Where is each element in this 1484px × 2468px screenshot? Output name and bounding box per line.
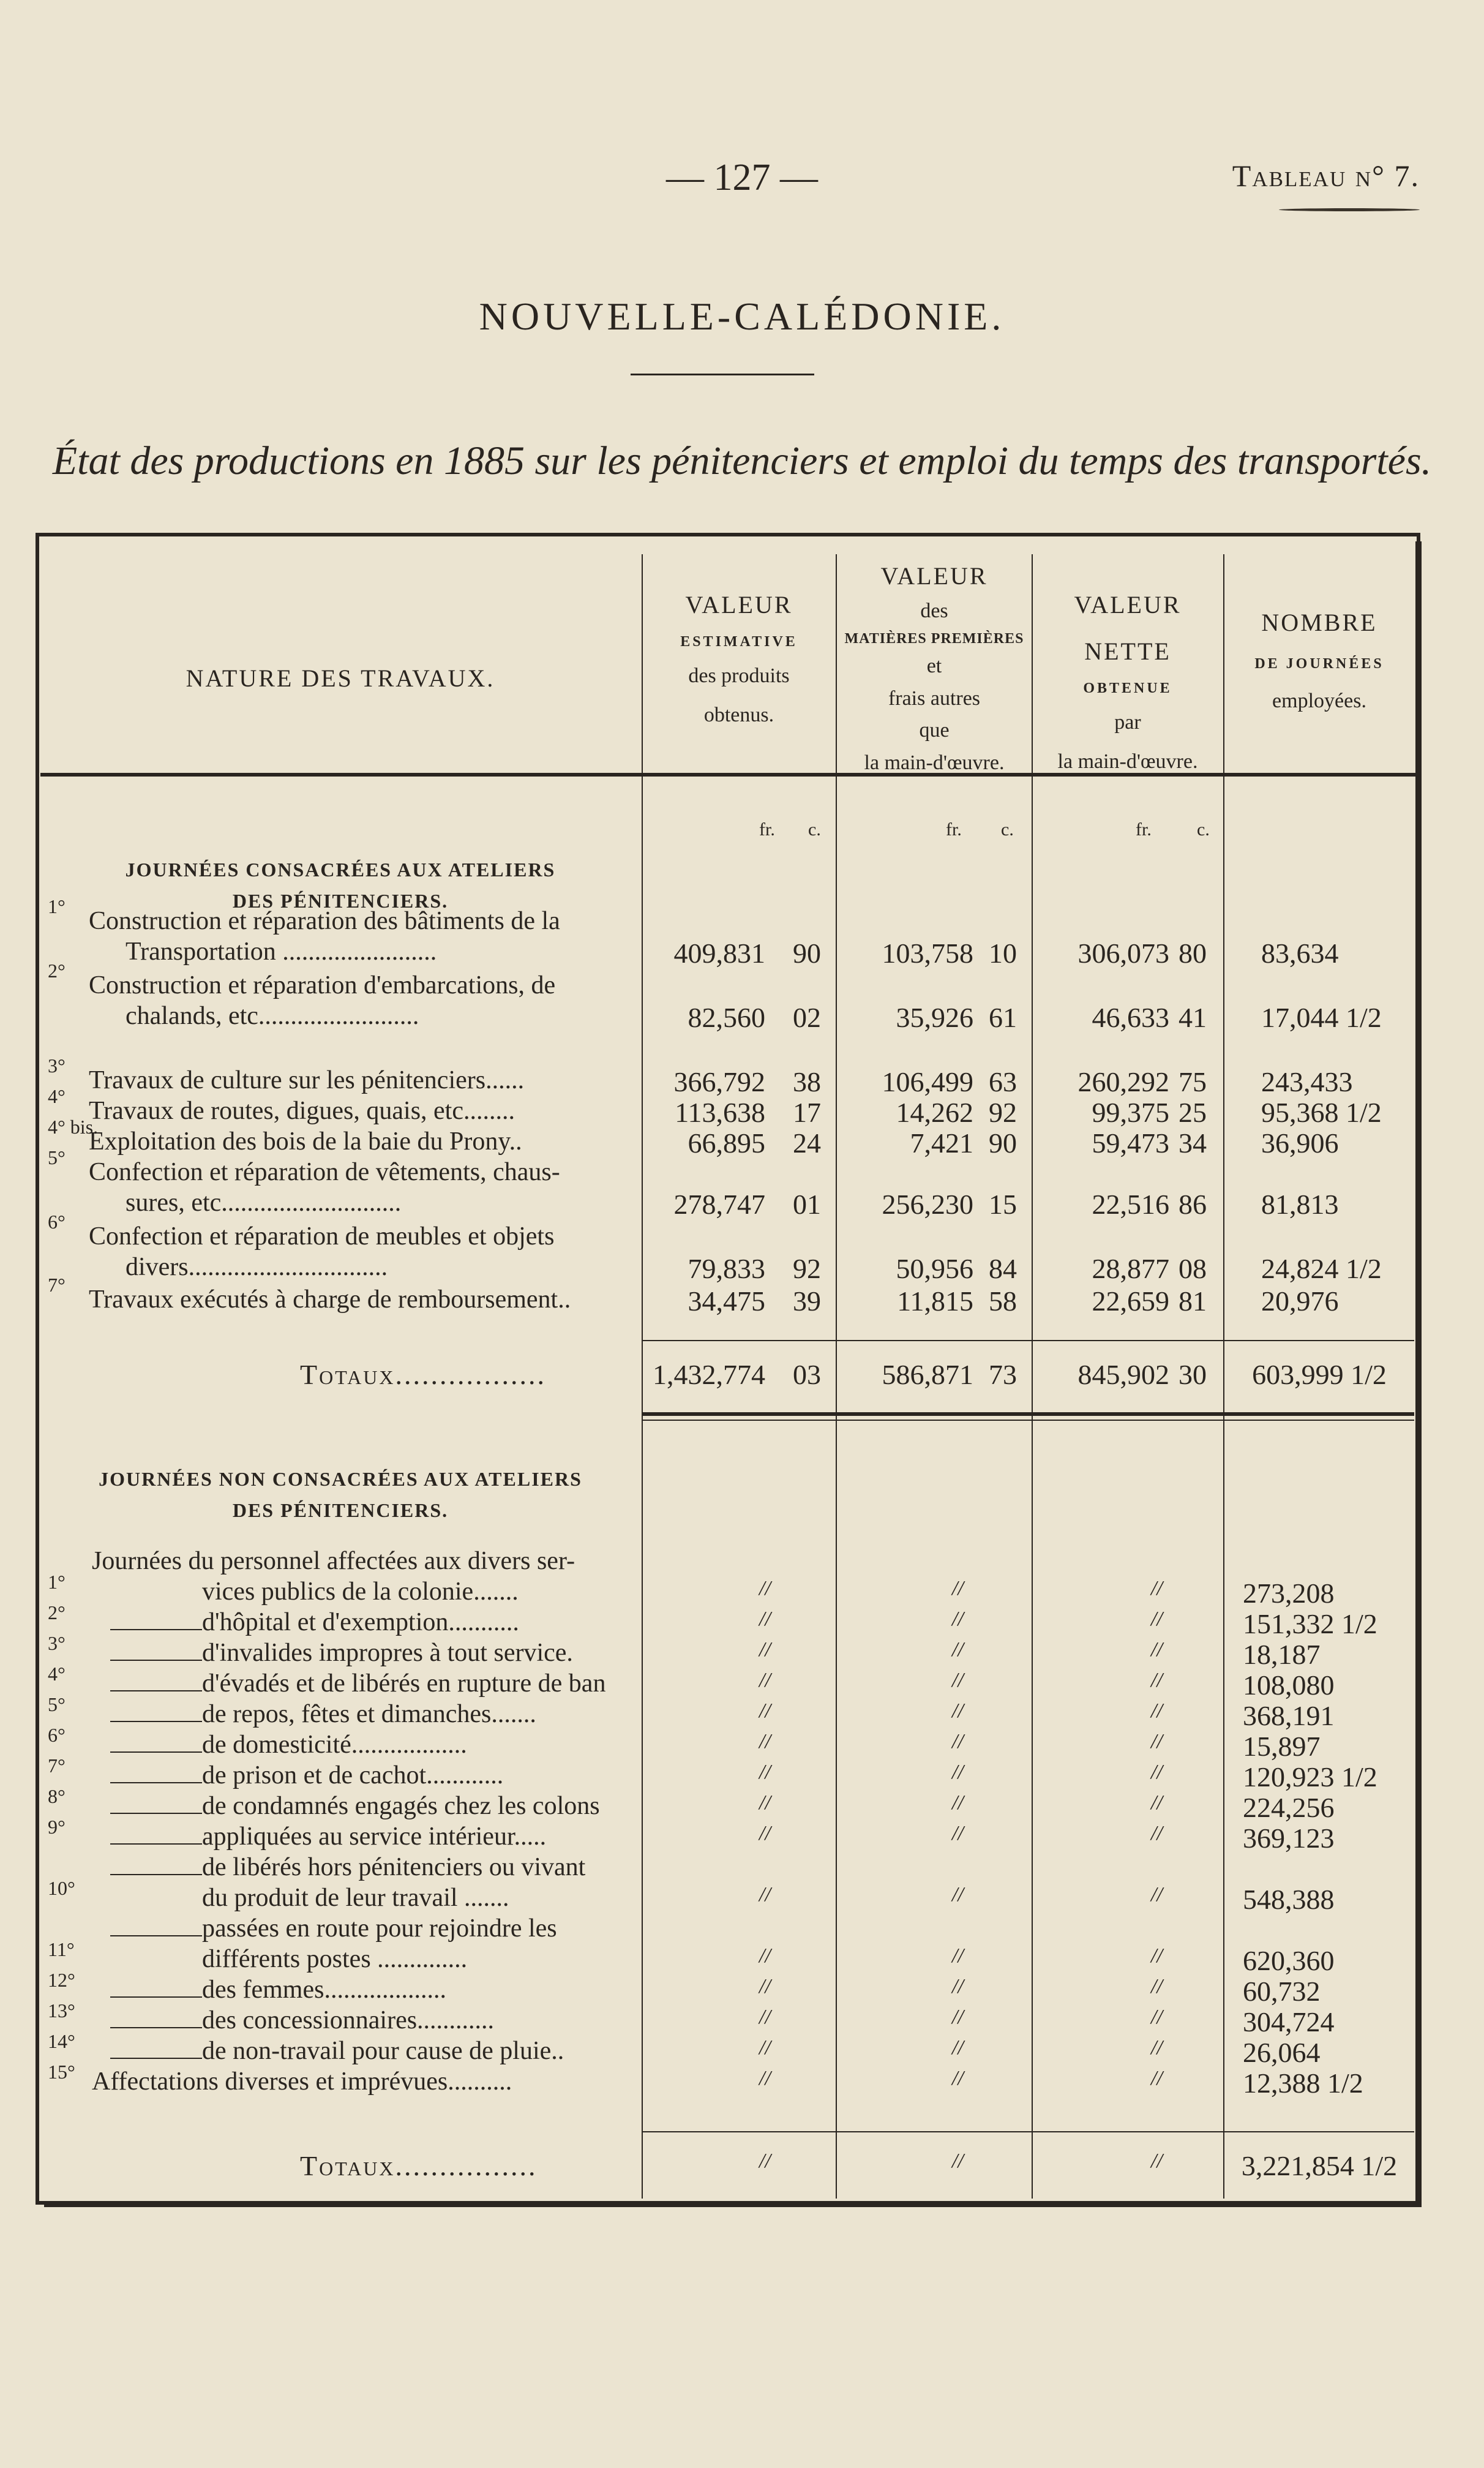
empty-mark: // — [759, 1944, 771, 1967]
empty-mark: // — [1151, 1699, 1163, 1722]
empty-mark: // — [1151, 1791, 1163, 1814]
unit-francs: fr. — [759, 819, 775, 840]
value-matieres: 103,758 — [882, 938, 973, 969]
row-index: 15° — [48, 2061, 75, 2083]
totals-double-rule — [643, 1420, 1414, 1421]
empty-mark: // — [952, 1608, 964, 1630]
value-journees: 108,080 — [1243, 1669, 1335, 1701]
empty-mark: // — [1151, 1883, 1163, 1906]
row-index: 12° — [48, 1969, 75, 1991]
row-label: Transportation ........................ — [126, 938, 437, 966]
row-index: 5° — [48, 1693, 66, 1715]
total-matieres-premieres: 586,871 — [882, 1359, 973, 1390]
row-label: vices publics de la colonie....... — [202, 1578, 519, 1606]
empty-mark: // — [1151, 2036, 1163, 2059]
value-estimative: 113,638 — [675, 1097, 765, 1128]
value-matieres-cents: 15 — [989, 1189, 1017, 1220]
row-label: Exploitation des bois de la baie du Prony.. — [89, 1127, 522, 1156]
row-label: d'hôpital et d'exemption........... — [202, 1608, 519, 1636]
totals-label: Totaux................ — [300, 2150, 538, 2181]
empty-mark: // — [952, 1638, 964, 1661]
unit-francs: fr. — [1136, 819, 1152, 840]
value-estimative: 409,831 — [673, 938, 765, 969]
value-estimative-cents: 90 — [793, 938, 821, 969]
row-label: de condamnés engagés chez les colons — [202, 1792, 600, 1820]
value-matieres: 256,230 — [882, 1189, 973, 1220]
row-label: Travaux de culture sur les pénitenciers...... — [89, 1066, 525, 1094]
empty-mark: // — [759, 1975, 771, 1998]
value-journees: 243,433 — [1261, 1066, 1353, 1097]
value-journees: 83,634 — [1261, 938, 1339, 969]
row-label: Travaux de routes, digues, quais, etc........ — [89, 1097, 515, 1125]
page-number: — 127 — — [666, 157, 818, 198]
ditto-dash — [110, 1721, 202, 1722]
ditto-dash — [110, 1660, 202, 1661]
value-nette-cents: 41 — [1179, 1002, 1207, 1033]
empty-mark: // — [952, 1975, 964, 1998]
row-label: Travaux exécutés à charge de remboursement.. — [89, 1285, 571, 1314]
total-valeur-nette: 845,902 — [1077, 1359, 1169, 1390]
value-nette-cents: 34 — [1179, 1127, 1207, 1159]
value-matieres-cents: 84 — [989, 1253, 1017, 1284]
value-nette: 260,292 — [1077, 1066, 1169, 1097]
empty-mark: // — [759, 2067, 771, 2090]
ditto-dash — [110, 2027, 202, 2028]
row-label: des femmes................... — [202, 1976, 446, 2004]
row-label: Confection et réparation de vêtements, chaus- — [89, 1158, 560, 1186]
value-matieres: 35,926 — [896, 1002, 973, 1033]
value-matieres: 14,262 — [896, 1097, 973, 1128]
value-journees: 60,732 — [1243, 1976, 1321, 2007]
ditto-dash — [110, 1629, 202, 1630]
row-index: 6° — [48, 1211, 66, 1233]
value-matieres-cents: 90 — [989, 1127, 1017, 1159]
total-valeur-estimative: 1,432,774 — [653, 1359, 765, 1390]
value-journees: 151,332 1/2 — [1243, 1608, 1377, 1639]
row-index: 5° — [48, 1146, 66, 1168]
ditto-dash — [110, 1751, 202, 1753]
row-label: Confection et réparation de meubles et objets — [89, 1222, 555, 1251]
row-label: d'invalides impropres à tout service. — [202, 1639, 573, 1667]
header-valeur-nette: VALEUR NETTE OBTENUE par la main-d'œuvre. — [1057, 591, 1198, 773]
total-col3-empty: // — [1151, 2150, 1163, 2172]
total-journees: 603,999 1/2 — [1252, 1359, 1387, 1390]
value-estimative: 366,792 — [673, 1066, 765, 1097]
row-label: de repos, fêtes et dimanches....... — [202, 1700, 536, 1728]
header-matieres-premieres: VALEUR des MATIÈRES PREMIÈRES et frais autres que la main-d'œuvre. — [844, 562, 1024, 774]
empty-mark: // — [759, 2036, 771, 2059]
value-journees: 17,044 1/2 — [1261, 1002, 1382, 1033]
value-journees: 548,388 — [1243, 1884, 1335, 1915]
empty-mark: // — [952, 2006, 964, 2028]
row-index: 2° — [48, 960, 66, 982]
row-label: différents postes .............. — [202, 1945, 468, 1973]
value-journees: 620,360 — [1243, 1945, 1335, 1976]
value-estimative-cents: 38 — [793, 1066, 821, 1097]
totals-rule — [643, 2131, 1414, 2132]
ditto-dash — [110, 1813, 202, 1814]
value-matieres-cents: 58 — [989, 1285, 1017, 1317]
ditto-dash — [110, 1874, 202, 1875]
value-estimative: 66,895 — [688, 1127, 765, 1159]
row-label: passées en route pour rejoindre les — [202, 1914, 557, 1943]
value-nette: 22,516 — [1092, 1189, 1169, 1220]
empty-mark: // — [1151, 1944, 1163, 1967]
value-nette-cents: 81 — [1179, 1285, 1207, 1317]
row-index: 4° bis. — [48, 1116, 99, 1138]
row-label: de domesticité.................. — [202, 1731, 467, 1759]
row-label: des concessionnaires............ — [202, 2006, 495, 2034]
value-journees: 95,368 1/2 — [1261, 1097, 1382, 1128]
ditto-dash — [110, 1843, 202, 1845]
empty-mark: // — [759, 1577, 771, 1600]
value-matieres: 11,815 — [897, 1285, 973, 1317]
page-subtitle: État des productions en 1885 sur les pénitenciers et emploi du temps des transportés. — [52, 438, 1432, 483]
value-matieres: 50,956 — [896, 1253, 973, 1284]
ditto-dash — [110, 1996, 202, 1998]
value-journees: 120,923 1/2 — [1243, 1761, 1377, 1793]
row-index: 1° — [48, 1571, 66, 1593]
totals-rule — [643, 1340, 1414, 1341]
value-estimative-cents: 39 — [793, 1285, 821, 1317]
empty-mark: // — [1151, 1577, 1163, 1600]
empty-mark: // — [759, 2006, 771, 2028]
value-journees: 224,256 — [1243, 1792, 1335, 1823]
empty-mark: // — [759, 1822, 771, 1845]
ditto-dash — [110, 1935, 202, 1936]
value-nette: 306,073 — [1077, 938, 1169, 969]
row-label: chalands, etc......................... — [126, 1002, 419, 1030]
row-label: sures, etc............................ — [126, 1189, 402, 1217]
empty-mark: // — [952, 1883, 964, 1906]
value-nette: 99,375 — [1092, 1097, 1169, 1128]
row-index: 4° — [48, 1085, 66, 1107]
empty-mark: // — [1151, 1761, 1163, 1783]
total-col2-empty: // — [952, 2150, 964, 2172]
value-estimative-cents: 02 — [793, 1002, 821, 1033]
total-journees: 3,221,854 1/2 — [1241, 2150, 1398, 2181]
header-valeur-estimative: VALEUR ESTIMATIVE des produits obtenus. — [680, 591, 798, 727]
empty-mark: // — [759, 1608, 771, 1630]
value-estimative-cents: 01 — [793, 1189, 821, 1220]
value-matieres-cents: 92 — [989, 1097, 1017, 1128]
row-index: 1° — [48, 895, 66, 917]
value-journees: 273,208 — [1243, 1578, 1335, 1609]
empty-mark: // — [759, 1791, 771, 1814]
row-label: appliquées au service intérieur..... — [202, 1823, 547, 1851]
tableau-underline — [1279, 208, 1420, 211]
row-label: de prison et de cachot............ — [202, 1761, 504, 1789]
section-title-ateliers: JOURNÉES CONSACRÉES AUX ATELIERS DES PÉNITENCIERS. — [125, 859, 556, 912]
value-nette-cents: 80 — [1179, 938, 1207, 969]
empty-mark: // — [952, 1822, 964, 1845]
row-index: 7° — [48, 1274, 66, 1296]
value-journees: 368,191 — [1243, 1700, 1335, 1731]
row-label: d'évadés et de libérés en rupture de ban — [202, 1669, 606, 1698]
value-estimative-cents: 17 — [793, 1097, 821, 1128]
ditto-dash — [110, 1690, 202, 1691]
value-nette-cents: 25 — [1179, 1097, 1207, 1128]
value-matieres-cents: 10 — [989, 938, 1017, 969]
value-journees: 304,724 — [1243, 2006, 1335, 2037]
empty-mark: // — [1151, 1822, 1163, 1845]
row-index: 2° — [48, 1601, 66, 1623]
value-nette: 59,473 — [1092, 1127, 1169, 1159]
empty-mark: // — [1151, 2067, 1163, 2090]
value-nette-cents: 75 — [1179, 1066, 1207, 1097]
total-valeur-estimative-cents: 03 — [793, 1359, 821, 1390]
value-nette: 46,633 — [1092, 1002, 1169, 1033]
value-journees: 18,187 — [1243, 1639, 1321, 1670]
row-index: 6° — [48, 1724, 66, 1746]
empty-mark: // — [759, 1883, 771, 1906]
value-journees: 81,813 — [1261, 1189, 1339, 1220]
empty-mark: // — [952, 1791, 964, 1814]
row-index: 13° — [48, 2000, 75, 2022]
row-label: Construction et réparation des bâtiments de la — [89, 907, 560, 935]
value-estimative: 34,475 — [688, 1285, 765, 1317]
empty-mark: // — [1151, 2006, 1163, 2028]
value-estimative: 82,560 — [688, 1002, 765, 1033]
unit-francs: fr. — [946, 819, 962, 840]
value-journees: 15,897 — [1243, 1731, 1321, 1762]
page-title: NOUVELLE-CALÉDONIE. — [479, 295, 1005, 338]
unit-centimes: c. — [1001, 819, 1014, 840]
section-title-non-ateliers: JOURNÉES NON CONSACRÉES AUX ATELIERS DES PÉNITENCIERS. — [99, 1468, 582, 1522]
value-estimative-cents: 24 — [793, 1127, 821, 1159]
empty-mark: // — [952, 1944, 964, 1967]
value-journees: 24,824 1/2 — [1261, 1253, 1382, 1284]
value-journees: 26,064 — [1243, 2037, 1321, 2068]
empty-mark: // — [952, 1577, 964, 1600]
value-estimative: 278,747 — [673, 1189, 765, 1220]
title-rule — [631, 374, 814, 375]
value-estimative-cents: 92 — [793, 1253, 821, 1284]
value-nette-cents: 86 — [1179, 1189, 1207, 1220]
row-label: divers............................... — [126, 1253, 388, 1281]
unit-centimes: c. — [1197, 819, 1210, 840]
totals-double-rule — [643, 1412, 1414, 1416]
row-index: 9° — [48, 1816, 66, 1838]
value-estimative: 79,833 — [688, 1253, 765, 1284]
empty-mark: // — [1151, 1638, 1163, 1661]
empty-mark: // — [759, 1730, 771, 1753]
value-nette: 22,659 — [1092, 1285, 1169, 1317]
tableau-number: Tableau n° 7. — [1232, 159, 1420, 193]
empty-mark: // — [952, 1669, 964, 1691]
empty-mark: // — [1151, 1975, 1163, 1998]
empty-mark: // — [952, 1699, 964, 1722]
empty-mark: // — [1151, 1669, 1163, 1691]
value-nette: 28,877 — [1092, 1253, 1169, 1284]
empty-mark: // — [952, 2036, 964, 2059]
row-index: 11° — [48, 1938, 75, 1960]
row-index: 3° — [48, 1632, 66, 1654]
unit-centimes: c. — [808, 819, 821, 840]
empty-mark: // — [759, 1761, 771, 1783]
row-label: de libérés hors pénitenciers ou vivant — [202, 1853, 586, 1881]
row-index: 14° — [48, 2030, 75, 2052]
empty-mark: // — [1151, 1608, 1163, 1630]
value-matieres-cents: 61 — [989, 1002, 1017, 1033]
value-journees: 12,388 1/2 — [1243, 2067, 1363, 2099]
total-valeur-nette-cents: 30 — [1179, 1359, 1207, 1390]
ditto-dash — [110, 1782, 202, 1783]
value-journees: 369,123 — [1243, 1823, 1335, 1854]
row-index: 7° — [48, 1755, 66, 1777]
row-index: 4° — [48, 1663, 66, 1685]
value-matieres: 7,421 — [910, 1127, 973, 1159]
header-nature: NATURE DES TRAVAUX. — [186, 664, 495, 692]
row-label: Journées du personnel affectées aux divers ser- — [92, 1547, 575, 1575]
empty-mark: // — [759, 1669, 771, 1691]
row-label: de non-travail pour cause de pluie.. — [202, 2037, 564, 2065]
empty-mark: // — [952, 2067, 964, 2090]
row-label: Construction et réparation d'embarcations, de — [89, 971, 556, 999]
row-index: 8° — [48, 1785, 66, 1807]
empty-mark: // — [952, 1730, 964, 1753]
row-index: 10° — [48, 1877, 75, 1899]
value-nette-cents: 08 — [1179, 1253, 1207, 1284]
empty-mark: // — [759, 1638, 771, 1661]
empty-mark: // — [759, 1699, 771, 1722]
total-col1-empty: // — [759, 2150, 771, 2172]
empty-mark: // — [1151, 1730, 1163, 1753]
total-matieres-premieres-cents: 73 — [989, 1359, 1017, 1390]
row-index: 3° — [48, 1055, 66, 1077]
empty-mark: // — [952, 1761, 964, 1783]
totals-label: Totaux................. — [300, 1359, 547, 1390]
value-matieres-cents: 63 — [989, 1066, 1017, 1097]
row-label: Affectations diverses et imprévues.......... — [92, 2067, 512, 2096]
row-label: du produit de leur travail ....... — [202, 1884, 509, 1912]
value-matieres: 106,499 — [882, 1066, 973, 1097]
header-nombre-journees: NOMBRE DE JOURNÉES employées. — [1254, 609, 1384, 713]
value-journees: 36,906 — [1261, 1127, 1339, 1159]
ditto-dash — [110, 2058, 202, 2059]
value-journees: 20,976 — [1261, 1285, 1339, 1317]
